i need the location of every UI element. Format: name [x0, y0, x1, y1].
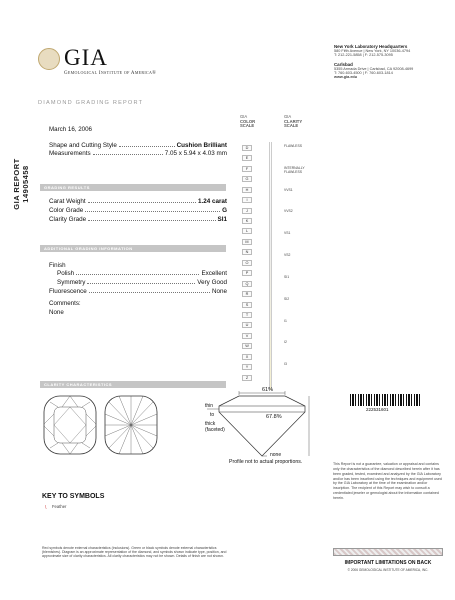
color-scale-letter: W — [245, 344, 249, 349]
clarity-scale-grade: VVS1 — [284, 187, 293, 192]
polish-value: Excellent — [201, 270, 227, 277]
disclaimer-text: This Report is not a guarantee, valuation or appraisal and contains only the characteristics of the diamond described herein after it has been graded, tested, examined and analyzed by the GIA Laboratory and/or has been inscribed using the techniques and equipment used by the GIA Laboratory at the time of the examination and/or inscription. The recipient of this Report may wish to consult a credentialed jeweler or gemologist about the information contained herein. — [333, 462, 442, 500]
ny-title: New York Laboratory Headquarters — [334, 44, 408, 49]
plot-diagram-pavilion — [103, 394, 159, 456]
carat-label: Carat Weight — [49, 198, 86, 205]
clarity-scale-grade: VS1 — [284, 231, 291, 236]
ca-phone: T: 760-603-4500 | F: 760-603-1814 — [334, 71, 393, 75]
culet-value: none — [270, 452, 282, 458]
color-scale-letter: S — [245, 302, 249, 307]
leader-dots — [85, 211, 220, 212]
gia-logo: GIA — [64, 45, 108, 70]
girdle-thick: thick (faceted) — [205, 421, 225, 433]
report-side-number: GIA REPORT 14905458 — [12, 158, 30, 210]
color-scale-letter: L — [245, 229, 249, 234]
band-label: ADDITIONAL GRADING INFORMATION — [44, 246, 133, 251]
clarity-scale-title-3: SCALE — [284, 123, 299, 129]
band-additional-info — [40, 245, 226, 252]
color-scale-letter: H — [245, 187, 249, 192]
clarity-scale-title-1: GIA — [284, 114, 292, 119]
key-item-feather: Feather — [52, 504, 67, 509]
shape-label: Shape and Cutting Style — [49, 142, 117, 149]
finish-label: Finish — [49, 262, 66, 269]
color-scale-letter: F — [245, 166, 249, 171]
color-scale-letter: Z — [245, 375, 249, 380]
color-scale-letter: D — [245, 146, 249, 150]
gia-logo-subtitle: Gemological Institute of America® — [64, 71, 157, 76]
color-scale-letter: I — [246, 198, 248, 203]
color-scale-letter: R — [245, 292, 249, 297]
band-clarity-chars — [40, 381, 226, 388]
leader-dots — [119, 146, 175, 147]
color-scale-letter: Q — [245, 281, 249, 286]
clarity-scale — [284, 145, 324, 385]
clarity-scale-grade: INTERNALLY FLAWLESS — [284, 165, 305, 174]
color-scale-letter: N — [245, 250, 249, 255]
leader-dots — [87, 283, 195, 284]
color-scale-letter: V — [245, 333, 249, 338]
important-limitations: IMPORTANT LIMITATIONS ON BACK — [344, 560, 432, 566]
band-label: CLARITY CHARACTERISTICS — [44, 382, 113, 387]
leader-dots — [89, 292, 210, 293]
color-scale-letter: T — [245, 312, 249, 317]
color-grade-label: Color Grade — [49, 207, 84, 214]
key-footnote: Red symbols denote external characteristics (inclusions). Green or black symbols denote external characteristics (blemishes). Diagram is an approximate representation of the diamond, and symbols shown indicate type, position, and approximate size of clarity characteristics. All clarity characteristics may not be shown. Details of finish are not shown. — [42, 546, 227, 559]
clarity-scale-grade: VVS2 — [284, 209, 293, 214]
clarity-grade-label: Clarity Grade — [49, 216, 87, 223]
gia-seal — [38, 48, 60, 70]
report-date: March 16, 2006 — [49, 126, 92, 133]
feather-symbol-icon: \ — [45, 505, 47, 511]
clarity-scale-title-2: CLARITY — [284, 118, 303, 124]
color-scale-letter: K — [245, 219, 249, 224]
comments-value: None — [49, 309, 64, 316]
color-scale-letter: U — [245, 323, 249, 328]
key-title: KEY TO SYMBOLS — [42, 493, 105, 500]
clarity-scale-grade: I1 — [284, 318, 287, 323]
address-block — [334, 44, 449, 79]
leader-dots — [88, 220, 215, 221]
clarity-scale-grade: VS2 — [284, 253, 291, 258]
color-scale-letter: E — [245, 156, 249, 161]
clarity-scale-grade: I3 — [284, 362, 287, 367]
plot-diagram-crown — [42, 394, 98, 456]
band-grading-results — [40, 184, 226, 191]
symmetry-row — [57, 279, 227, 286]
color-scale-title-1: GIA — [240, 114, 248, 119]
color-grade-value: G — [222, 207, 227, 214]
polish-label: Polish — [57, 270, 75, 277]
ca-address: 5355 Armada Drive | Carlsbad, CA 92008-4699 — [334, 67, 414, 71]
color-scale-letter: P — [245, 271, 249, 276]
copyright: © 2006 GEMOLOGICAL INSTITUTE OF AMERICA, INC. — [347, 568, 429, 572]
color-scale-letter: G — [245, 177, 249, 182]
comments-label: Comments: — [49, 300, 81, 307]
color-scale-letter: X — [245, 354, 249, 359]
color-scale-title — [240, 115, 255, 129]
color-grade-row — [49, 207, 227, 214]
symmetry-label: Symmetry — [57, 279, 86, 286]
band-label: GRADING RESULTS — [44, 185, 90, 190]
color-scale-letter: M — [245, 239, 249, 244]
barcode-number: 222531601 — [366, 407, 389, 412]
girdle-to: to — [210, 412, 215, 418]
shape-row — [49, 142, 227, 149]
color-scale-letter: J — [246, 208, 248, 213]
ny-address: 580 Fifth Avenue | New York, NY 10036-4794 — [334, 49, 411, 53]
report-title: DIAMOND GRADING REPORT — [38, 100, 144, 106]
clarity-grade-row — [49, 216, 227, 223]
girdle-thin: thin — [205, 403, 214, 409]
clarity-scale-title — [284, 115, 302, 129]
security-strip — [333, 548, 443, 556]
symmetry-value: Very Good — [197, 279, 227, 286]
depth-percentage: 67.8% — [266, 414, 282, 420]
measurements-label: Measurements — [49, 150, 91, 157]
measurements-value: 7.05 x 5.94 x 4.03 mm — [164, 150, 227, 157]
clarity-scale-grade: SI1 — [284, 274, 290, 279]
color-scale-letter: O — [245, 260, 249, 265]
fluorescence-label: Fluorescence — [49, 288, 87, 295]
color-scale-title-3: SCALE — [240, 123, 255, 129]
table-percentage: 61% — [262, 387, 274, 393]
color-scale — [228, 145, 283, 385]
color-scale-bar — [269, 142, 272, 390]
shape-value: Cushion Brilliant — [176, 142, 227, 149]
clarity-scale-grade: SI2 — [284, 296, 290, 301]
clarity-scale-grade: FLAWLESS — [284, 144, 302, 148]
leader-dots — [76, 274, 199, 275]
ca-title: Carlsbad — [334, 62, 353, 67]
measurements-row — [49, 150, 227, 157]
color-scale-title-2: COLOR — [240, 118, 256, 124]
clarity-scale-grade: I2 — [284, 340, 287, 345]
ny-phone: T: 212-221-5858 | F: 212-575-3095 — [334, 53, 393, 57]
leader-dots — [88, 202, 196, 203]
proportions-note: Profile not to actual proportions. — [229, 459, 303, 465]
clarity-grade-value: SI1 — [217, 216, 227, 223]
color-scale-letter: Y — [245, 365, 249, 370]
carat-row — [49, 198, 227, 205]
carat-value: 1.24 carat — [197, 198, 227, 205]
fluorescence-row — [49, 288, 227, 295]
fluorescence-value: None — [211, 288, 227, 295]
leader-dots — [93, 154, 163, 155]
barcode — [350, 394, 422, 406]
polish-row — [57, 270, 227, 277]
website: www.gia.edu — [334, 75, 358, 79]
